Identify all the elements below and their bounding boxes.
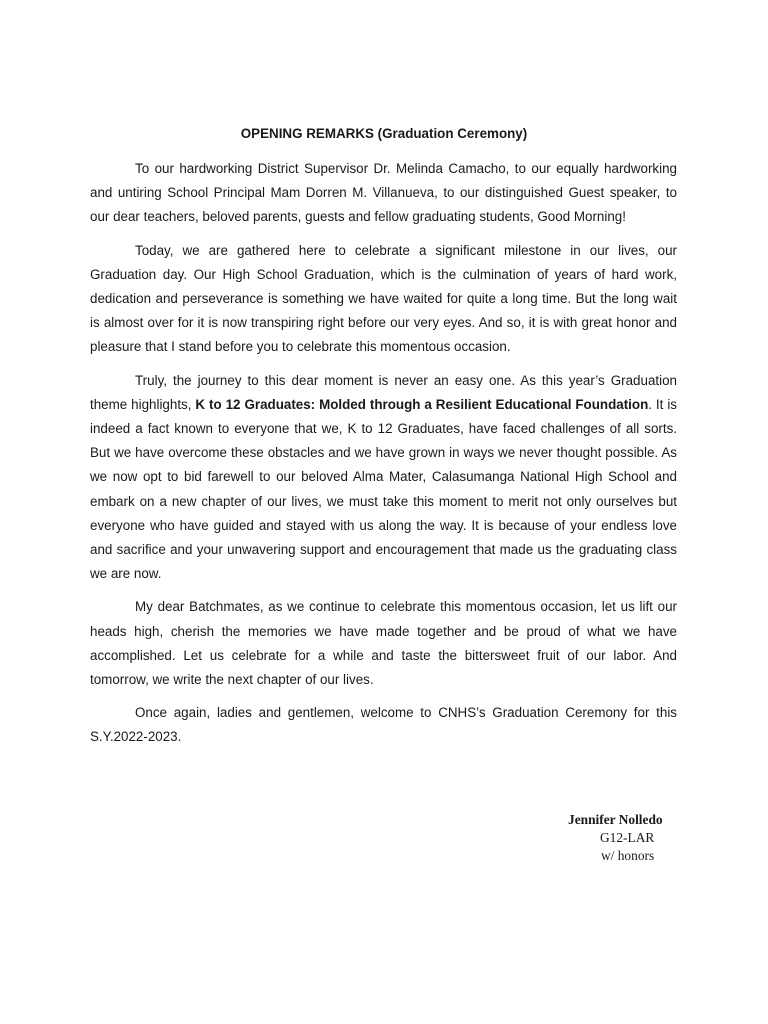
signatory-name: Jennifer Nolledo — [568, 812, 663, 827]
paragraph-greeting: To our hardworking District Supervisor Dr. Melinda Camacho, to our equally hardworking and untiring School Principal Mam Dorren M. Villanueva, to our distinguished Guest speaker, to our dear teachers, beloved parents, guests and fellow graduating students, Good Morning! — [90, 161, 677, 225]
paragraph-journey — [90, 369, 677, 587]
paragraph-batchmates: My dear Batchmates, as we continue to celebrate this momentous occasion, let us lift our heads high, cherish the memories we have made together and be proud of what we have accomplished. Let us celebrate for a while and taste the bittersweet fruit of our labor. And tomorrow, we write the next chapter of our lives. — [90, 599, 677, 688]
document-body — [90, 157, 677, 750]
paragraph-closing: Once again, ladies and gentlemen, welcome to CNHS’s Graduation Ceremony for this S.Y.2022-2023. — [90, 705, 677, 745]
paragraph-journey-rest: . It is indeed a fact known to everyone that we, K to 12 Graduates, have faced challenges of all sorts. But we have overcome these obstacles and we have grown in ways we never thought possible. As we now opt to bid farewell to our beloved Alma Mater, Calasumanga National High School and embark on a new chapter of our lives, we must take this moment to merit not only ourselves but everyone who have guided and stayed with us along the way. It is because of your endless love and sacrifice and your unwavering support and encouragement that made us the graduating class we are now. — [90, 396, 677, 582]
paragraph-journey-intro: Truly, the journey to this dear moment is never an easy one. As this year’s Graduation theme highlights, — [90, 372, 677, 412]
paragraph-milestone: Today, we are gathered here to celebrate a significant milestone in our lives, our Graduation day. Our High School Graduation, which is the culmination of years of hard work, dedication and perseverance is something we have waited for quite a long time. But the long wait is almost over for it is now transpiring right before our very eyes. And so, it is with great honor and pleasure that I stand before you to celebrate this momentous occasion. — [90, 242, 677, 355]
document-title: OPENING REMARKS (Graduation Ceremony) — [240, 126, 528, 141]
signatory-grade: G12-LAR — [600, 830, 655, 845]
signatory-honors: w/ honors — [601, 848, 655, 863]
signature-block — [568, 811, 698, 865]
graduation-theme: K to 12 Graduates: Molded through a Resilient Educational Foundation — [195, 396, 649, 412]
